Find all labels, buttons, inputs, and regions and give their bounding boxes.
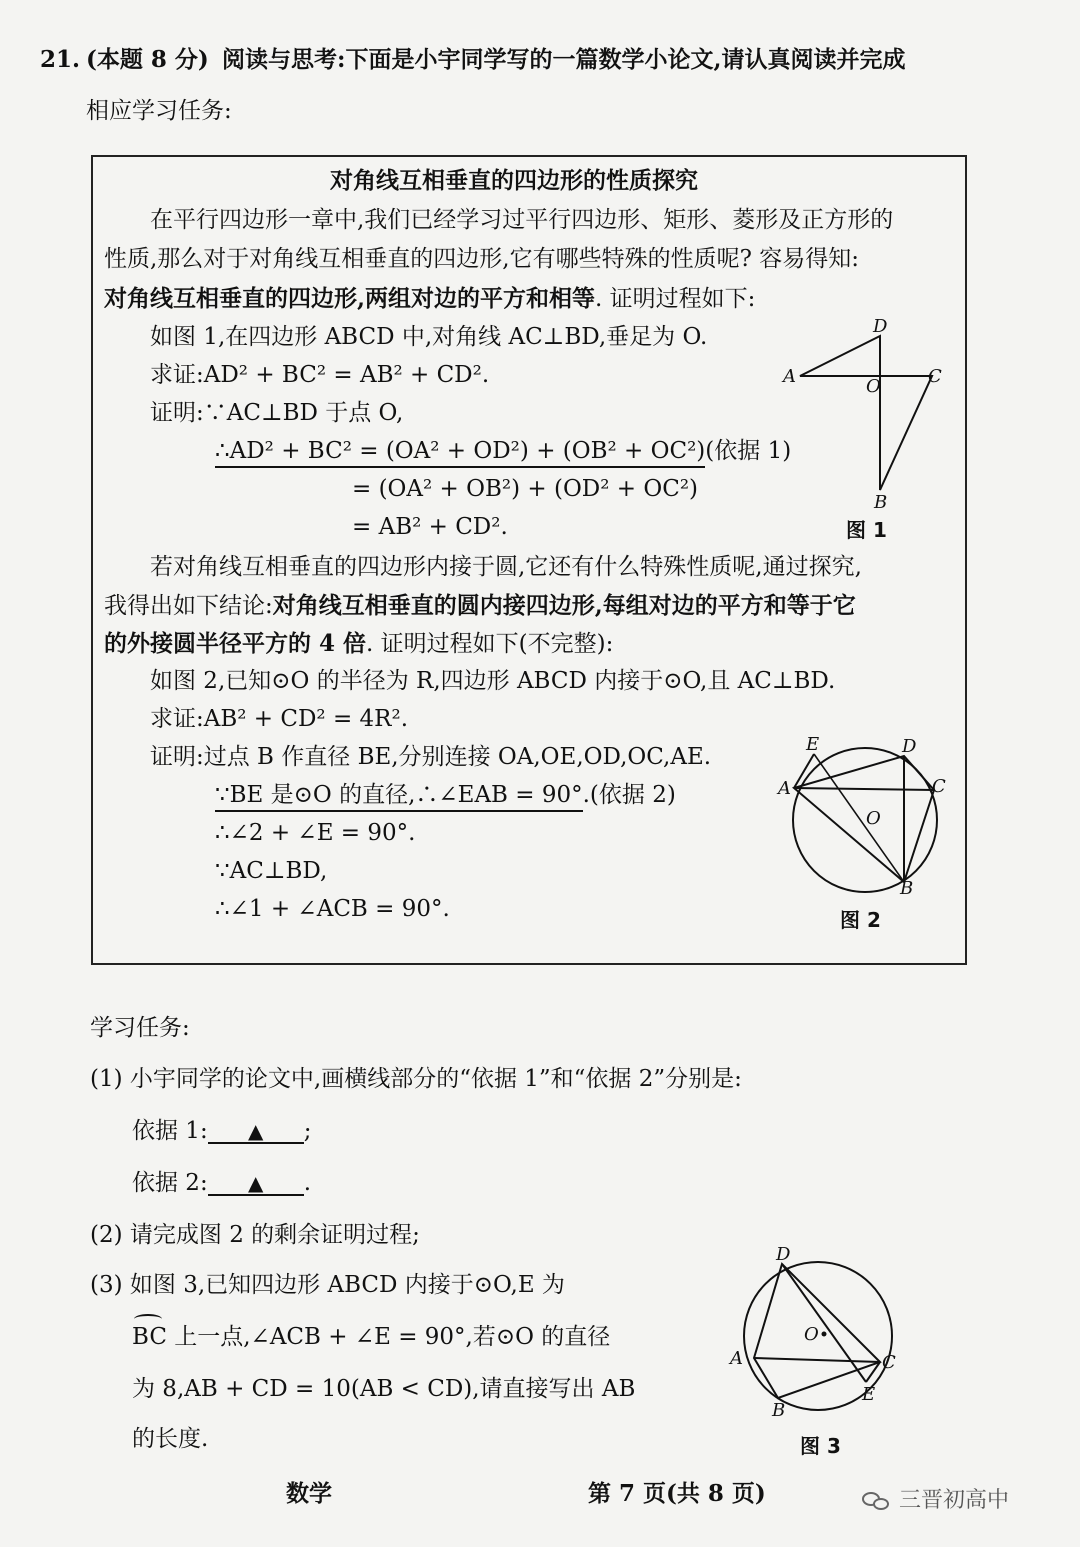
footer-watermark: [862, 1483, 1009, 1514]
task-1-basis-1: [132, 1120, 311, 1144]
proof2-step3: ∴∠2 + ∠E = 90°.: [215, 820, 416, 846]
figure-3-caption: 图 3: [800, 1434, 841, 1458]
figure-3-diagonal-ac: [754, 1358, 880, 1362]
figure-2-label-e: E: [806, 734, 820, 755]
figure-2-caption: 图 2: [840, 908, 881, 932]
essay-p1-line1: 在平行四边形一章中,我们已经学习过平行四边形、矩形、菱形及正方形的: [150, 207, 894, 233]
proof2-prove: 求证:AB² + CD² = 4R².: [150, 706, 409, 732]
proof1-step1: 证明:∵AC⊥BD 于点 O,: [150, 400, 404, 426]
footer-subject: 数学: [286, 1480, 332, 1507]
task-3-line3: 为 8,AB + CD = 10(AB < CD),请直接写出 AB: [132, 1376, 636, 1402]
figure-3-center-point: [822, 1332, 827, 1337]
essay-p1-bold: 对角线互相垂直的四边形,两组对边的平方和相等: [104, 285, 596, 312]
proof1-step2-underlined: ∴AD² + BC² = (OA² + OD²) + (OB² + OC²): [215, 438, 705, 468]
proof2-step4: ∵AC⊥BD,: [215, 858, 328, 884]
figure-2: [776, 734, 956, 899]
tasks-heading: 学习任务:: [90, 1015, 190, 1041]
task-1: (1) 小宇同学的论文中,画横线部分的“依据 1”和“依据 2”分别是:: [90, 1066, 742, 1092]
basis-2-label: 依据 2:: [132, 1170, 208, 1196]
task-2: (2) 请完成图 2 的剩余证明过程;: [90, 1222, 420, 1248]
question-intro-line2: 相应学习任务:: [86, 98, 232, 124]
proof1-given: 如图 1,在四边形 ABCD 中,对角线 AC⊥BD,垂足为 O.: [150, 324, 708, 350]
figure-2-label-a: A: [778, 778, 791, 799]
arc-mark: [134, 1314, 162, 1324]
figure-3-segment-de: [782, 1264, 866, 1382]
figure-1-label-b: B: [874, 492, 888, 513]
figure-3: [726, 1244, 906, 1425]
figure-3-label-b: B: [772, 1400, 786, 1421]
watermark-text: 三晋初高中: [899, 1488, 1010, 1513]
wechat-icon: [862, 1490, 892, 1512]
essay-p2-line1: 若对角线互相垂直的四边形内接于圆,它还有什么特殊性质呢,通过探究,: [150, 554, 862, 580]
essay-p2-line3: [104, 632, 613, 656]
figure-1: [780, 318, 950, 518]
question-number: 21.: [40, 46, 81, 73]
proof1-step4: = AB² + CD².: [352, 514, 508, 540]
figure-2-label-o: O: [866, 808, 881, 829]
proof2-step2-basis: .(依据 2): [582, 782, 676, 808]
figure-2-diameter-be: [814, 754, 904, 882]
essay-p1-line2: 性质,那么对于对角线互相垂直的四边形,它有哪些特殊的性质呢? 容易得知:: [104, 246, 860, 272]
figure-2-label-b: B: [900, 878, 914, 899]
essay-p1-tail: . 证明过程如下:: [595, 286, 756, 312]
figure-1-label-a: A: [783, 366, 796, 387]
proof1-step2-basis: (依据 1): [705, 438, 792, 464]
figure-1-caption: 图 1: [846, 518, 887, 542]
question-points: (本题 8 分): [86, 46, 209, 73]
figure-1-label-o: O: [866, 376, 881, 397]
figure-3-label-d: D: [776, 1244, 791, 1265]
basis-1-end: ;: [303, 1118, 312, 1144]
figure-3-label-e: E: [862, 1384, 876, 1405]
figure-2-label-d: D: [902, 736, 917, 757]
basis-2-blank[interactable]: ▲: [208, 1172, 304, 1196]
figure-2-label-c: C: [932, 776, 946, 797]
essay-p2-head: 我得出如下结论:: [104, 593, 273, 619]
footer-page: 第 7 页(共 8 页): [588, 1480, 766, 1507]
proof1-step3: = (OA² + OB²) + (OD² + OC²): [352, 476, 699, 502]
figure-3-label-o: O: [804, 1324, 819, 1345]
essay-title: 对角线互相垂直的四边形的性质探究: [330, 168, 698, 194]
figure-3-label-a: A: [730, 1348, 743, 1369]
figure-3-label-c: C: [882, 1352, 896, 1373]
proof2-step2-underlined: ∵BE 是⊙O 的直径,∴∠EAB = 90°: [215, 782, 583, 812]
basis-1-blank[interactable]: ▲: [208, 1120, 304, 1144]
essay-p2-tail: . 证明过程如下(不完整):: [366, 631, 614, 657]
proof2-step1: 证明:过点 B 作直径 BE,分别连接 OA,OE,OD,OC,AE.: [150, 744, 712, 770]
essay-p1-line3: [104, 287, 755, 311]
task-3-line1: (3) 如图 3,已知四边形 ABCD 内接于⊙O,E 为: [90, 1272, 565, 1298]
basis-1-label: 依据 1:: [132, 1118, 208, 1144]
proof1-step2: [215, 440, 791, 463]
figure-1-label-c: C: [928, 366, 942, 387]
figure-1-quadrilateral: [800, 336, 932, 490]
essay-p2-line2: [104, 594, 856, 618]
proof2-step5: ∴∠1 + ∠ACB = 90°.: [215, 896, 450, 922]
proof1-prove: 求证:AD² + BC² = AB² + CD².: [150, 362, 490, 388]
task-1-basis-2: [132, 1172, 311, 1196]
essay-p2-bold: 对角线互相垂直的圆内接四边形,每组对边的平方和等于它: [272, 592, 856, 619]
proof2-step2: [215, 784, 676, 807]
figure-1-label-d: D: [873, 316, 888, 337]
figure-2-quadrilateral: [794, 756, 934, 882]
essay-p2-bold2: 的外接圆半径平方的 4 倍: [104, 630, 367, 657]
figure-2-diagonal-ac: [794, 788, 934, 790]
proof2-given: 如图 2,已知⊙O 的半径为 R,四边形 ABCD 内接于⊙O,且 AC⊥BD.: [150, 668, 836, 694]
task-3-line2: BC 上一点,∠ACB + ∠E = 90°,若⊙O 的直径: [132, 1324, 611, 1350]
task-3-line4: 的长度.: [132, 1426, 209, 1452]
question-intro: 阅读与思考:下面是小宇同学写的一篇数学小论文,请认真阅读并完成: [222, 46, 906, 73]
basis-2-end: .: [303, 1170, 312, 1196]
